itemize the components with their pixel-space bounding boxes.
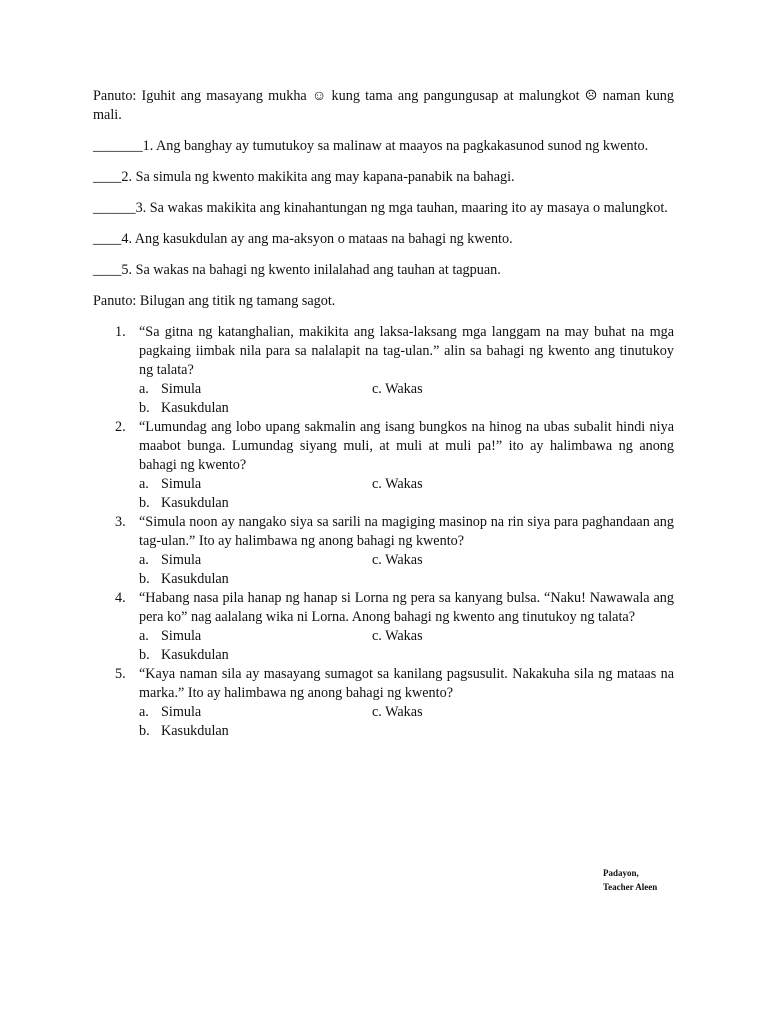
question-5 <box>93 665 674 741</box>
true-false-item-1: _______1. Ang banghay ay tumutukoy sa malinaw at maayos na pagkakasunod sunod ng kwento. <box>93 138 649 154</box>
choice-letter: a. <box>139 628 149 644</box>
choice-letter: b. <box>139 495 150 511</box>
question-text: “Sa gitna ng katanghalian, makikita ang laksa-laksang mga langgam na may buhat na mga pagkaing iimbak nila para sa nalalapit na tag-ulan.” alin sa bahagi ng kwento ang tinutukoy ng talata? <box>139 324 674 378</box>
signature-block <box>603 866 657 894</box>
choice-letter: a. <box>139 552 149 568</box>
question-text: “Simula noon ay nangako siya sa sarili na magiging masinop na rin siya para paghandaan ang tag-ulan.” Ito ay halimbawa ng anong bahagi ng kwento? <box>139 514 674 549</box>
question-text: “Habang nasa pila hanap ng hanap si Lorna ng pera sa kanyang bulsa. “Naku! Nawawala ang pera ko” nag aalalang wika ni Lorna. Anong bahagi ng kwento ang tinutukoy ng talata? <box>139 590 674 625</box>
choice-a <box>139 627 201 646</box>
choice-label: Kasukdulan <box>161 495 229 511</box>
choice-c: c. Wakas <box>372 381 423 397</box>
true-false-item-4: ____4. Ang kasukdulan ay ang ma-aksyon o mataas na bahagi ng kwento. <box>93 231 513 247</box>
choice-a <box>139 475 201 494</box>
choice-c: c. Wakas <box>372 628 423 644</box>
choices <box>139 475 674 513</box>
choice-label: Simula <box>161 476 202 492</box>
choice-label: Simula <box>161 628 202 644</box>
choice-letter: b. <box>139 647 150 663</box>
choice-c: c. Wakas <box>372 552 423 568</box>
choice-letter: a. <box>139 476 149 492</box>
choices <box>139 551 674 589</box>
choice-c: c. Wakas <box>372 704 423 720</box>
question-number: 3. <box>115 514 126 530</box>
true-false-item-5: ____5. Sa wakas na bahagi ng kwento inilalahad ang tauhan at tagpuan. <box>93 262 501 278</box>
choice-label: Kasukdulan <box>161 400 229 416</box>
question-number: 4. <box>115 590 126 606</box>
question-1 <box>93 323 674 418</box>
choice-label: Kasukdulan <box>161 723 229 739</box>
signature-name: Teacher Aleen <box>603 882 658 892</box>
question-2 <box>93 418 674 513</box>
choices <box>139 380 674 418</box>
choice-a <box>139 551 201 570</box>
worksheet-content <box>93 87 674 741</box>
question-text: “Kaya naman sila ay masayang sumagot sa kanilang pagsusulit. Nakakuha sila ng mataas na marka.” Ito ay halimbawa ng anong bahagi ng kwento? <box>139 666 674 701</box>
question-4 <box>93 589 674 665</box>
question-number: 1. <box>115 324 126 340</box>
choice-b <box>139 722 229 741</box>
choice-a <box>139 703 201 722</box>
true-false-item-2: ____2. Sa simula ng kwento makikita ang may kapana-panabik na bahagi. <box>93 169 515 185</box>
question-text: “Lumundag ang lobo upang sakmalin ang isang bungkos na hinog na ubas subalit hindi niya maabot bunga. Lumundag siyang muli, at muli at muli pa!” ito ay halimbawa ng anong bahagi ng kwento? <box>139 419 674 473</box>
choice-letter: b. <box>139 571 150 587</box>
choice-a <box>139 380 201 399</box>
question-number: 2. <box>115 419 126 435</box>
true-false-item-3: ______3. Sa wakas makikita ang kinahantungan ng mga tauhan, maaring ito ay masaya o malungkot. <box>93 200 668 216</box>
choice-label: Simula <box>161 552 202 568</box>
question-3 <box>93 513 674 589</box>
choice-label: Simula <box>161 381 202 397</box>
signature-greeting: Padayon, <box>603 868 639 878</box>
choice-b <box>139 570 229 589</box>
choice-letter: a. <box>139 704 149 720</box>
choices <box>139 627 674 665</box>
choice-label: Kasukdulan <box>161 647 229 663</box>
choice-letter: b. <box>139 723 150 739</box>
choice-c: c. Wakas <box>372 476 423 492</box>
choice-label: Simula <box>161 704 202 720</box>
choice-label: Kasukdulan <box>161 571 229 587</box>
choice-b <box>139 494 229 513</box>
part2-instruction: Panuto: Bilugan ang titik ng tamang sagot. <box>93 293 336 309</box>
choice-letter: b. <box>139 400 150 416</box>
part1-instruction: Panuto: Iguhit ang masayang mukha ☺ kung tama ang pangungusap at malungkot ☹ naman kung mali. <box>93 88 674 123</box>
choices <box>139 703 674 741</box>
choice-letter: a. <box>139 381 149 397</box>
question-list <box>93 323 674 741</box>
choice-b <box>139 646 229 665</box>
question-number: 5. <box>115 666 126 682</box>
choice-b <box>139 399 229 418</box>
